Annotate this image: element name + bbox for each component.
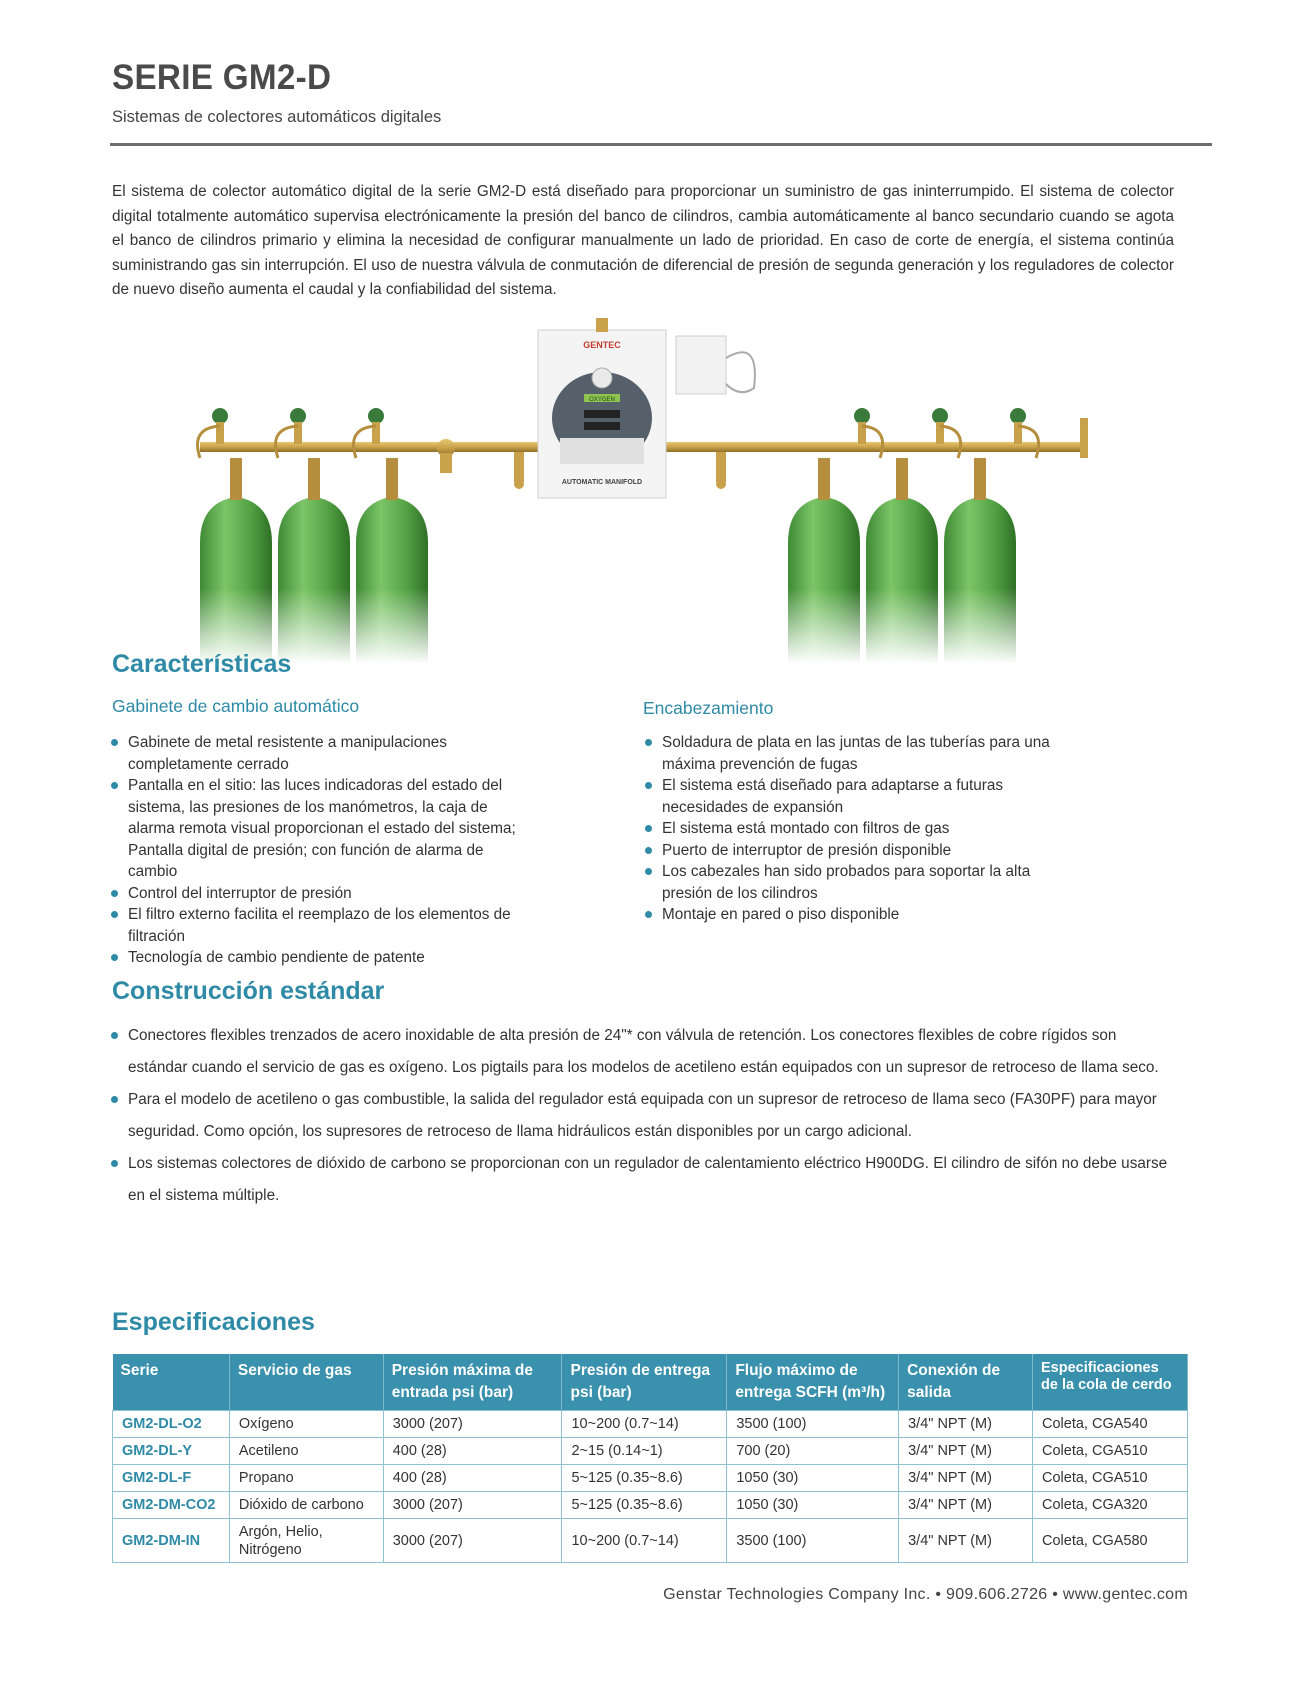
list-item: Los cabezales han sido probados para soportar la alta presión de los cilindros — [644, 861, 1064, 904]
column-header: Serie — [113, 1354, 230, 1411]
table-row — [113, 1465, 1188, 1492]
list-item: Puerto de interruptor de presión disponible — [644, 840, 1064, 862]
cell: Coleta, CGA510 — [1033, 1438, 1188, 1465]
features-right-list — [644, 732, 1064, 926]
table-header-row — [113, 1354, 1188, 1411]
cell: 10~200 (0.7~14) — [562, 1411, 727, 1438]
list-item: El sistema está montado con filtros de gas — [644, 818, 1064, 840]
intro-paragraph: El sistema de colector automático digital de la serie GM2-D está diseñado para proporcionar un suministro de gas ininterrumpido. El sistema de colector digital totalmente automático supervisa electrónicamente la presión del banco de cilindros, cambia automáticamente al banco secundario cuando se agota el banco de cilindros primario y elimina la necesidad de configurar manualmente un lado de prioridad. En caso de corte de energía, el sistema continúa suministrando gas sin interrupción. El uso de nuestra válvula de conmutación de diferencial de presión de segunda generación y los reguladores de colector de nuevo diseño aumenta el caudal y la confiabilidad del sistema. — [112, 183, 1174, 298]
cell: Coleta, CGA510 — [1033, 1465, 1188, 1492]
cell: 1050 (30) — [727, 1492, 899, 1519]
cell-serie: GM2-DL-Y — [113, 1438, 230, 1465]
manifold-product-image — [180, 318, 1100, 664]
table-row — [113, 1492, 1188, 1519]
cell: 3/4" NPT (M) — [899, 1465, 1033, 1492]
cell: 3500 (100) — [727, 1411, 899, 1438]
table-row — [113, 1411, 1188, 1438]
automatic-manifold-cabinet — [514, 318, 755, 498]
list-item: Pantalla en el sitio: las luces indicadoras del estado del sistema, las presiones de los manómetros, la caja de alarma remota visual proporcionan el estado del sistema; Pantalla digital de presión; con función de alarma de cambio — [110, 775, 530, 883]
column-header: Flujo máximo de entrega SCFH (m³/h) — [727, 1354, 899, 1411]
cell: 3/4" NPT (M) — [899, 1438, 1033, 1465]
table-row — [113, 1519, 1188, 1563]
cell: 3000 (207) — [383, 1492, 562, 1519]
list-item: Conectores flexibles trenzados de acero inoxidable de alta presión de 24"* con válvula de retención. Los conectores flexibles de cobre rígidos son estándar cuando el servicio de gas es oxígeno. Los pigtails para los modelos de acetileno están equipados con un supresor de retroceso de llama seco. — [110, 1020, 1170, 1084]
svg-text:OXYGEN: OXYGEN — [589, 397, 615, 403]
cell: Coleta, CGA580 — [1033, 1519, 1188, 1563]
list-item: Para el modelo de acetileno o gas combustible, la salida del regulador está equipada con un supresor de retroceso de llama seco (FA30PF) para mayor seguridad. Como opción, los supresores de retroceso de llama hidráulicos están disponibles por un cargo adicional. — [110, 1084, 1170, 1148]
remote-alarm-box — [676, 336, 726, 394]
list-item: Soldadura de plata en las juntas de las tuberías para una máxima prevención de fugas — [644, 732, 1064, 775]
footer-contact: Genstar Technologies Company Inc. • 909.606.2726 • www.gentec.com — [663, 1586, 1188, 1603]
standard-heading: Construcción estándar — [112, 977, 385, 1005]
list-item: Los sistemas colectores de dióxido de carbono se proporcionan con un regulador de calentamiento eléctrico H900DG. El cilindro de sifón no debe usarse en el sistema múltiple. — [110, 1148, 1170, 1212]
cell: 400 (28) — [383, 1465, 562, 1492]
cell: Argón, Helio, Nitrógeno — [229, 1519, 383, 1563]
header-divider — [110, 143, 1212, 146]
cell: 2~15 (0.14~1) — [562, 1438, 727, 1465]
features-left-heading: Gabinete de cambio automático — [112, 696, 360, 716]
brand-label: GENTEC — [583, 340, 621, 350]
cell: 3000 (207) — [383, 1519, 562, 1563]
specs-heading: Especificaciones — [112, 1308, 315, 1336]
cell-serie: GM2-DM-CO2 — [113, 1492, 230, 1519]
page-subtitle: Sistemas de colectores automáticos digitales — [112, 108, 442, 126]
list-item: El sistema está diseñado para adaptarse a futuras necesidades de expansión — [644, 775, 1064, 818]
cell: 3/4" NPT (M) — [899, 1492, 1033, 1519]
cell: Dióxido de carbono — [229, 1492, 383, 1519]
cell: 10~200 (0.7~14) — [562, 1519, 727, 1563]
cell: 3/4" NPT (M) — [899, 1519, 1033, 1563]
features-left-list — [110, 732, 530, 969]
cell: 700 (20) — [727, 1438, 899, 1465]
list-item: Montaje en pared o piso disponible — [644, 904, 1064, 926]
cell-serie: GM2-DM-IN — [113, 1519, 230, 1563]
specs-table — [112, 1354, 1188, 1563]
column-header: Servicio de gas — [229, 1354, 383, 1411]
column-header: Conexión de salida — [899, 1354, 1033, 1411]
page-title: SERIE GM2-D — [112, 58, 332, 97]
list-item: Control del interruptor de presión — [110, 883, 530, 905]
cell: Propano — [229, 1465, 383, 1492]
column-header: Especificaciones de la cola de cerdo — [1033, 1354, 1188, 1411]
cell: 3/4" NPT (M) — [899, 1411, 1033, 1438]
panel-label: AUTOMATIC MANIFOLD — [561, 479, 643, 486]
standard-list — [110, 1020, 1170, 1212]
cell: 400 (28) — [383, 1438, 562, 1465]
cell: Acetileno — [229, 1438, 383, 1465]
cell: 5~125 (0.35~8.6) — [562, 1465, 727, 1492]
list-item: Tecnología de cambio pendiente de patente — [110, 947, 530, 969]
list-item: El filtro externo facilita el reemplazo de los elementos de filtración — [110, 904, 530, 947]
cell: Oxígeno — [229, 1411, 383, 1438]
cell-serie: GM2-DL-F — [113, 1465, 230, 1492]
table-row — [113, 1438, 1188, 1465]
cell: Coleta, CGA320 — [1033, 1492, 1188, 1519]
cell: 3500 (100) — [727, 1519, 899, 1563]
cell-serie: GM2-DL-O2 — [113, 1411, 230, 1438]
column-header: Presión máxima de entrada psi (bar) — [383, 1354, 562, 1411]
list-item: Gabinete de metal resistente a manipulaciones completamente cerrado — [110, 732, 530, 775]
cell: 3000 (207) — [383, 1411, 562, 1438]
column-header: Presión de entrega psi (bar) — [562, 1354, 727, 1411]
cell: 1050 (30) — [727, 1465, 899, 1492]
features-right-heading: Encabezamiento — [643, 698, 774, 718]
cell: 5~125 (0.35~8.6) — [562, 1492, 727, 1519]
cell: Coleta, CGA540 — [1033, 1411, 1188, 1438]
features-heading: Características — [112, 650, 292, 678]
